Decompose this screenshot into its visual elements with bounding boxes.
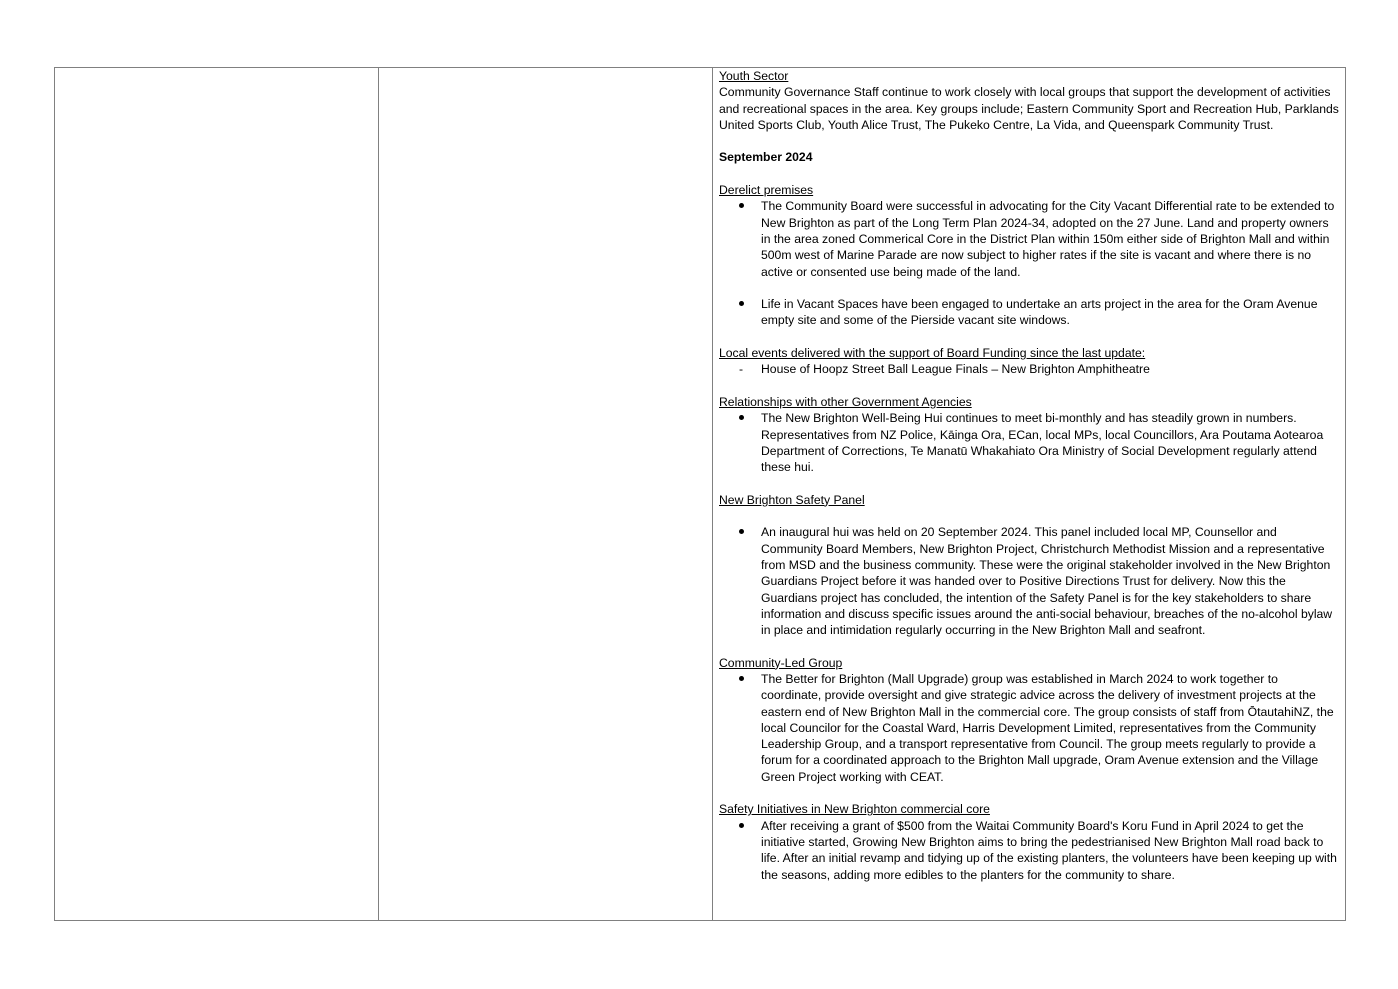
derelict-premises-heading: Derelict premises [719,183,814,198]
list-item-text: The Community Board were successful in advocating for the City Vacant Differential rate to be extended to New Brighton as part of the Long Term Plan 2024-34, adopted on the 27 June. Land and property owners in the area zoned Commerical Core in the District Plan within 150m either side of Brighton Mall and within 500m west of Marine Parade are now subject to higher rates if the site is vacant and where there is no active or consented use being made of the land. [761,199,1335,279]
table-column-1 [55,68,379,920]
bullet-icon [739,671,753,687]
list-item-text: An inaugural hui was held on 20 September 2024. This panel included local MP, Counsellor and Community Board Members, New Brighton Project, Christchurch Methodist Mission and a representative from MSD and the business community. These were the original stakeholder involved in the New Brighton Guardians Project before it was handed over to Positive Directions Trust for delivery. Now this the Guardians project has concluded, the intention of the Safety Panel is for the key stakeholders to share information and discuss specific issues around the anti-social behaviour, breaches of the no-alcohol bylaw in place and intimidation regularly occurring in the New Brighton Mall and seafront. [761,525,1333,638]
youth-sector-heading: Youth Sector [719,69,789,83]
community-led-list [719,671,1341,785]
list-item-text: House of Hoopz Street Ball League Finals – New Brighton Amphitheatre [761,362,1150,377]
content-table [54,67,1346,921]
table-column-2 [379,68,713,920]
safety-initiatives-list [719,818,1341,883]
bullet-icon [739,818,753,834]
derelict-premises-list [719,198,1341,328]
list-item [719,671,1341,785]
local-events-heading: Local events delivered with the support of Board Funding since the last update: [719,346,1146,361]
bullet-icon [739,198,753,214]
list-item [719,524,1341,638]
community-led-heading: Community-Led Group [719,655,843,670]
dash-marker: - [739,362,744,377]
list-item [719,361,1341,377]
safety-panel-heading: New Brighton Safety Panel [719,492,865,507]
list-item [719,410,1341,475]
local-events-list [719,361,1341,377]
bullet-icon [739,524,753,540]
list-item-text: The New Brighton Well-Being Hui continues to meet bi-monthly and has steadily grown in numbers. Representatives from NZ Police, Kāinga Ora, ECan, local MPs, local Councillors, Ara Poutama Aotearoa Department of Corrections, Te Manatū Whakahiato Ora Ministry of Social Development regularly attend these hui. [761,411,1324,475]
list-item [719,198,1341,279]
month-heading: September 2024 [719,150,813,165]
safety-panel-list [719,524,1341,638]
government-agencies-list [719,410,1341,475]
list-item [719,296,1341,329]
bullet-icon [739,296,753,312]
table-column-3 [713,68,1345,920]
list-item-text: Life in Vacant Spaces have been engaged to undertake an arts project in the area for the Oram Avenue empty site and some of the Pierside vacant site windows. [761,297,1318,328]
safety-initiatives-heading: Safety Initiatives in New Brighton commercial core [719,802,990,817]
government-agencies-heading: Relationships with other Government Agencies [719,394,972,409]
list-item [719,818,1341,883]
youth-sector-body: Community Governance Staff continue to work closely with local groups that support the development of activities and recreational spaces in the area. Key groups include; Eastern Community Sport and Recreation Hub, Parklands United Sports Club, Youth Alice Trust, The Pukeko Centre, La Vida, and Queenspark Community Trust. [719,85,1339,132]
bullet-icon [739,410,753,426]
list-item-text: The Better for Brighton (Mall Upgrade) group was established in March 2024 to work together to coordinate, provide oversight and give strategic advice across the delivery of investment projects at the eastern end of New Brighton Mall in the commercial core. The group consists of staff from ŌtautahiNZ, the local Councilor for the Coastal Ward, Harris Development Limited, representatives from the Community Leadership Group, and a transport representative from Council. The group meets regularly to provide a forum for a coordinated approach to the Brighton Mall upgrade, Oram Avenue extension and the Village Green Project working with CEAT. [761,671,1334,784]
list-item-text: After receiving a grant of $500 from the Waitai Community Board's Koru Fund in April 2024 to get the initiative started, Growing New Brighton aims to bring the pedestrianised New Brighton Mall road back to life. After an initial revamp and tidying up of the existing planters, the volunteers have been keeping up with the seasons, adding more edibles to the planters for the community to share. [761,818,1337,882]
